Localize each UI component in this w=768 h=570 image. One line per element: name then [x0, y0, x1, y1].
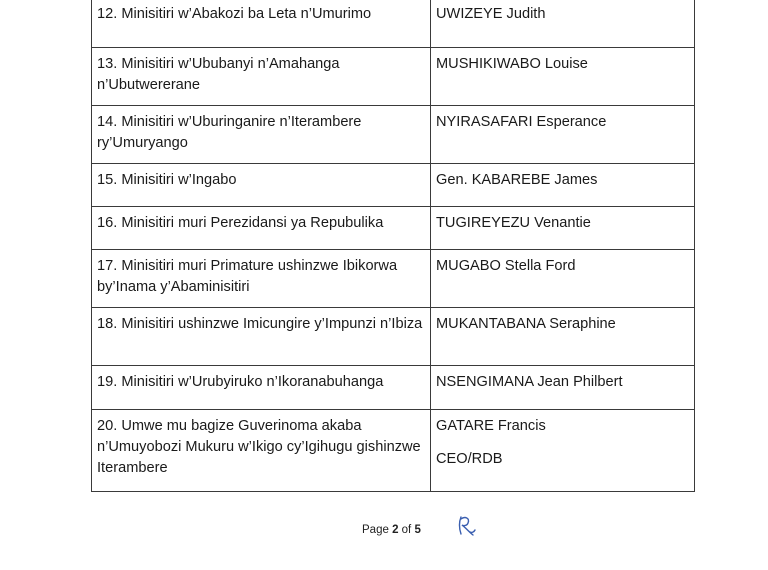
- page-prefix: Page: [362, 524, 393, 536]
- table-row: [92, 308, 695, 366]
- table-row: [92, 0, 695, 48]
- name-cell: TUGIREYEZU Venantie: [431, 207, 695, 250]
- page-current: 2: [392, 524, 399, 536]
- post-cell: 20. Umwe mu bagize Guverinoma akaba n’Umuyobozi Mukuru w’Ikigo cy’Igihugu gishinzwe Iterambere: [92, 410, 431, 492]
- post-cell: 19. Minisitiri w’Urubyiruko n’Ikoranabuhanga: [92, 366, 431, 410]
- post-cell: 18. Minisitiri ushinzwe Imicungire y’Impunzi n’Ibiza: [92, 308, 431, 366]
- page-number: [362, 524, 421, 536]
- table-row: [92, 207, 695, 250]
- post-cell: 15. Minisitiri w’Ingabo: [92, 164, 431, 207]
- ministers-table: [91, 0, 695, 492]
- table-row: [92, 164, 695, 207]
- name-cell: MUSHIKIWABO Louise: [431, 48, 695, 106]
- post-cell: 17. Minisitiri muri Primature ushinzwe Ibikorwa by’Inama y’Abaminisitiri: [92, 250, 431, 308]
- name-cell: Gen. KABAREBE James: [431, 164, 695, 207]
- post-cell: 14. Minisitiri w’Uburinganire n’Iterambere ry’Umuryango: [92, 106, 431, 164]
- name-cell: [431, 410, 695, 492]
- post-cell: 12. Minisitiri w’Abakozi ba Leta n’Umurimo: [92, 0, 431, 48]
- name-cell: NYIRASAFARI Esperance: [431, 106, 695, 164]
- table-row: [92, 106, 695, 164]
- name-text: GATARE Francis: [436, 418, 546, 434]
- table-row: [92, 410, 695, 492]
- post-cell: 13. Minisitiri w’Ububanyi n’Amahanga n’Ubutwererane: [92, 48, 431, 106]
- post-cell: 16. Minisitiri muri Perezidansi ya Repubulika: [92, 207, 431, 250]
- name-cell: UWIZEYE Judith: [431, 0, 695, 48]
- table-row: [92, 250, 695, 308]
- name-cell: MUGABO Stella Ford: [431, 250, 695, 308]
- page-total: 5: [414, 524, 421, 536]
- name-subtitle: CEO/RDB: [436, 451, 503, 467]
- name-cell: MUKANTABANA Seraphine: [431, 308, 695, 366]
- table-row: [92, 48, 695, 106]
- initial-signature-icon: [455, 514, 477, 540]
- page-middle: of: [398, 524, 415, 536]
- name-cell: NSENGIMANA Jean Philbert: [431, 366, 695, 410]
- table-row: [92, 366, 695, 410]
